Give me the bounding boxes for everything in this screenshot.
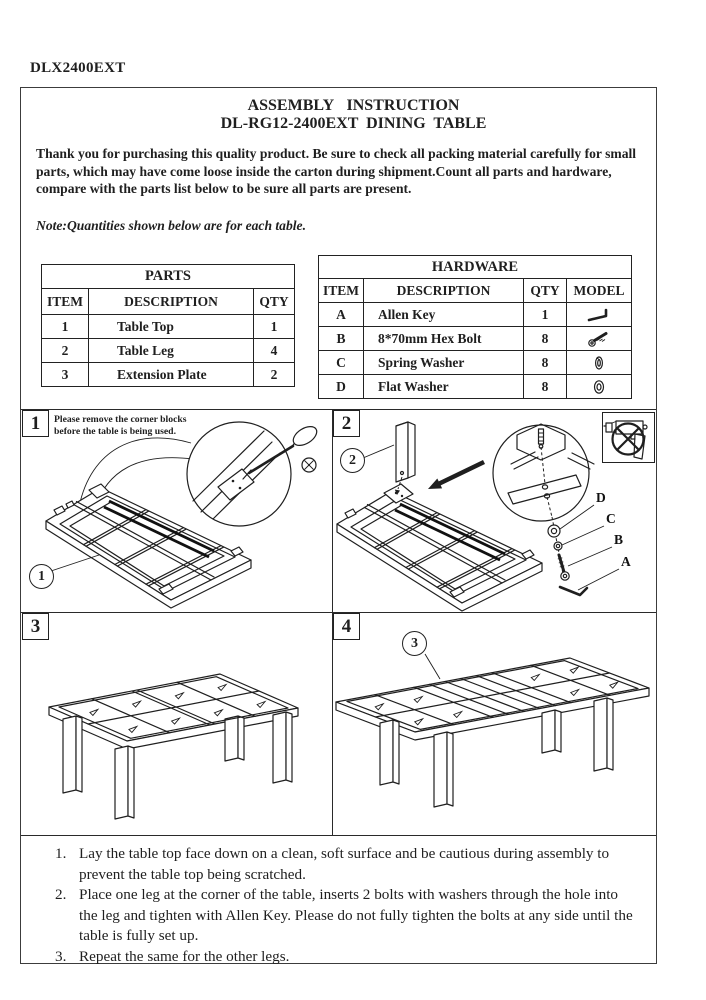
parts-header-qty: QTY	[254, 289, 295, 315]
flat-washer-icon	[567, 377, 631, 397]
table-row: A Allen Key 1	[319, 303, 632, 327]
step-number-badge: 2	[333, 410, 360, 437]
no-power-drill-warning	[602, 412, 655, 463]
fastener-label-a: A	[621, 554, 631, 569]
power-drill-prohibited-icon	[603, 413, 654, 462]
step-number-badge: 1	[22, 410, 49, 437]
corner-block-warning: Please remove the corner blocks before the table is being used.	[54, 414, 187, 437]
hardware-header-qty: QTY	[524, 279, 567, 303]
fastener-label-c: C	[606, 511, 616, 526]
step4-extended-table-diagram	[332, 612, 656, 835]
table-leg-drawing	[396, 422, 415, 482]
step1-table-top-diagram	[21, 409, 332, 612]
table-row: 1 Table Top 1	[42, 315, 295, 339]
fastener-label-b: B	[614, 532, 624, 547]
step-2-panel	[332, 409, 656, 612]
step-3-panel	[21, 612, 332, 835]
screw-head-icon	[302, 458, 316, 472]
part-callout-table-leg: 2	[340, 448, 365, 473]
hardware-table-title: HARDWARE	[319, 256, 632, 279]
flat-washer-detail	[548, 525, 560, 537]
step-4-panel	[332, 612, 656, 835]
table-row: D Flat Washer 8	[319, 375, 632, 399]
step-number-badge: 4	[333, 613, 360, 640]
hex-bolt-icon	[567, 330, 631, 348]
assembly-steps-text	[21, 835, 656, 963]
table-row: B 8*70mm Hex Bolt 8	[319, 327, 632, 351]
spring-washer-icon	[567, 353, 631, 373]
step-number-badge: 3	[22, 613, 49, 640]
list-item: 3. Repeat the same for the other legs.	[55, 947, 290, 965]
hardware-header-item: ITEM	[319, 279, 364, 303]
hardware-table	[318, 255, 632, 399]
allen-key-exploded	[560, 587, 587, 595]
document-code: DLX2400EXT	[30, 60, 126, 76]
quantity-note: Note:Quantities shown below are for each table.	[36, 218, 306, 233]
hardware-header-description: DESCRIPTION	[364, 279, 524, 303]
part-callout-table-top: 1	[29, 564, 54, 589]
part-callout-extension-plate: 3	[402, 631, 427, 656]
direction-arrow	[428, 460, 485, 489]
parts-header-description: DESCRIPTION	[89, 289, 254, 315]
step-1-panel	[21, 409, 332, 612]
list-item: 1. Lay the table top face down on a clean, soft surface and be cautious during assembly to prevent the table top being scratched.	[55, 845, 610, 883]
hex-bolt-exploded	[558, 555, 569, 580]
parts-table	[41, 264, 295, 387]
hardware-header-model: MODEL	[567, 279, 632, 303]
spring-washer-detail	[554, 542, 562, 550]
list-item: 2. Place one leg at the corner of the table, inserts 2 bolts with washers through the hole into the leg and tighten with Allen Key. Please do not fully tighten the bolts at any side until the table is fully set up.	[55, 886, 633, 945]
parts-header-item: ITEM	[42, 289, 89, 315]
page-subtitle: DL-RG12-2400EXT DINING TABLE	[220, 115, 487, 132]
table-row: 2 Table Leg 4	[42, 339, 295, 363]
step3-assembled-table-diagram	[21, 612, 332, 835]
parts-table-title: PARTS	[42, 265, 295, 289]
intro-paragraph: Thank you for purchasing this quality product. Be sure to check all packing material carefully for small parts, which may have come loose inside the carton during shipment.Count all parts and hardware, compare with the parts list below to be sure all parts are present.	[36, 146, 637, 197]
fastener-label-d: D	[596, 490, 606, 505]
page-title: ASSEMBLY INSTRUCTION	[247, 97, 460, 114]
table-row: C Spring Washer 8	[319, 351, 632, 375]
allen-key-icon	[567, 306, 631, 324]
detail-inset-circle	[493, 425, 589, 521]
table-row: 3 Extension Plate 2	[42, 363, 295, 387]
instruction-sheet	[20, 87, 657, 964]
